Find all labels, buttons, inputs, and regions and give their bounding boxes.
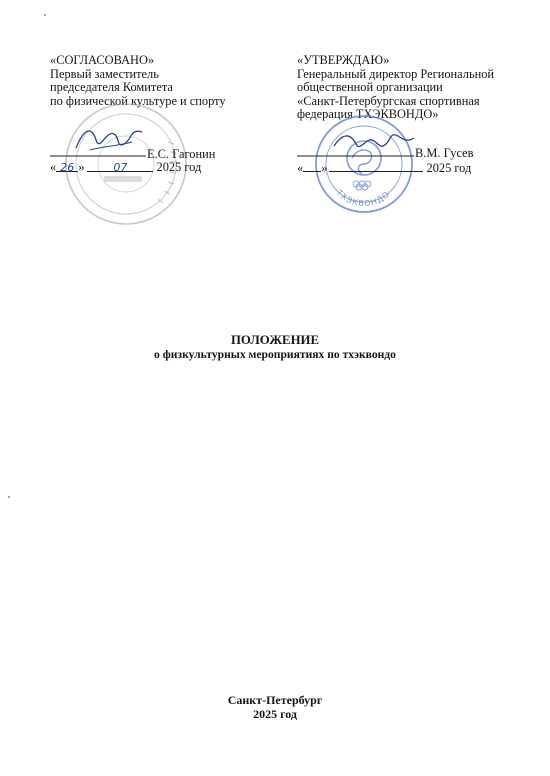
document-title: ПОЛОЖЕНИЕ — [230, 333, 320, 347]
approved-signer-line — [415, 146, 473, 161]
approved-date-line — [297, 160, 471, 176]
agreed-position-line1: Первый заместитель — [50, 66, 159, 81]
footer-year: 2025 год — [253, 707, 297, 721]
approved-date-close-quote: » — [321, 161, 328, 175]
agreed-date-month: 07 — [113, 161, 128, 174]
scan-speck — [8, 496, 10, 498]
approved-heading: «УТВЕРЖДАЮ» — [297, 53, 390, 67]
agreed-signer-name: Е.С. Гагонин — [147, 147, 216, 161]
agreed-date-line — [50, 160, 201, 175]
approved-signature-rule — [297, 155, 414, 157]
approved-date-month-field — [329, 160, 423, 172]
agreed-heading: «СОГЛАСОВАНО» — [50, 53, 155, 67]
agreed-signature-rule — [50, 155, 146, 157]
date-open-quote: « — [50, 160, 57, 174]
approved-year: 2025 год — [426, 161, 472, 175]
approved-position-line4: федерация ТХЭКВОНДО» — [297, 107, 439, 122]
agreed-position-line3: по физической культуре и спорту — [50, 93, 226, 108]
agreed-year: 2025 год — [156, 160, 202, 174]
agreed-date-day-field — [56, 160, 78, 172]
svg-text:ТХЭКВОНДО — [334, 187, 392, 208]
scan-speck — [44, 14, 46, 16]
approved-position-line3: «Санкт-Петербургская спортивная — [297, 93, 480, 108]
agreed-date-day: 26 — [60, 161, 75, 174]
approved-position-line2: общественной организации — [297, 80, 443, 95]
approved-date-open-quote: « — [297, 161, 304, 175]
approved-signer-name: В.М. Гусев — [415, 146, 474, 160]
document-subtitle: о физкультурных мероприятиях по тхэквондо — [154, 348, 396, 361]
agreed-position-line2: председателя Комитета — [50, 80, 173, 95]
date-close-quote: » — [78, 160, 85, 174]
agreed-signature — [70, 120, 150, 160]
approved-date-day-field — [303, 160, 321, 172]
agreed-date-month-field — [87, 160, 153, 172]
approved-position-line1: Генеральный директор Региональной — [297, 66, 495, 81]
footer-city: Санкт-Петербург — [227, 693, 323, 707]
seal-ring-text: ТХЭКВОНДО — [334, 188, 392, 209]
